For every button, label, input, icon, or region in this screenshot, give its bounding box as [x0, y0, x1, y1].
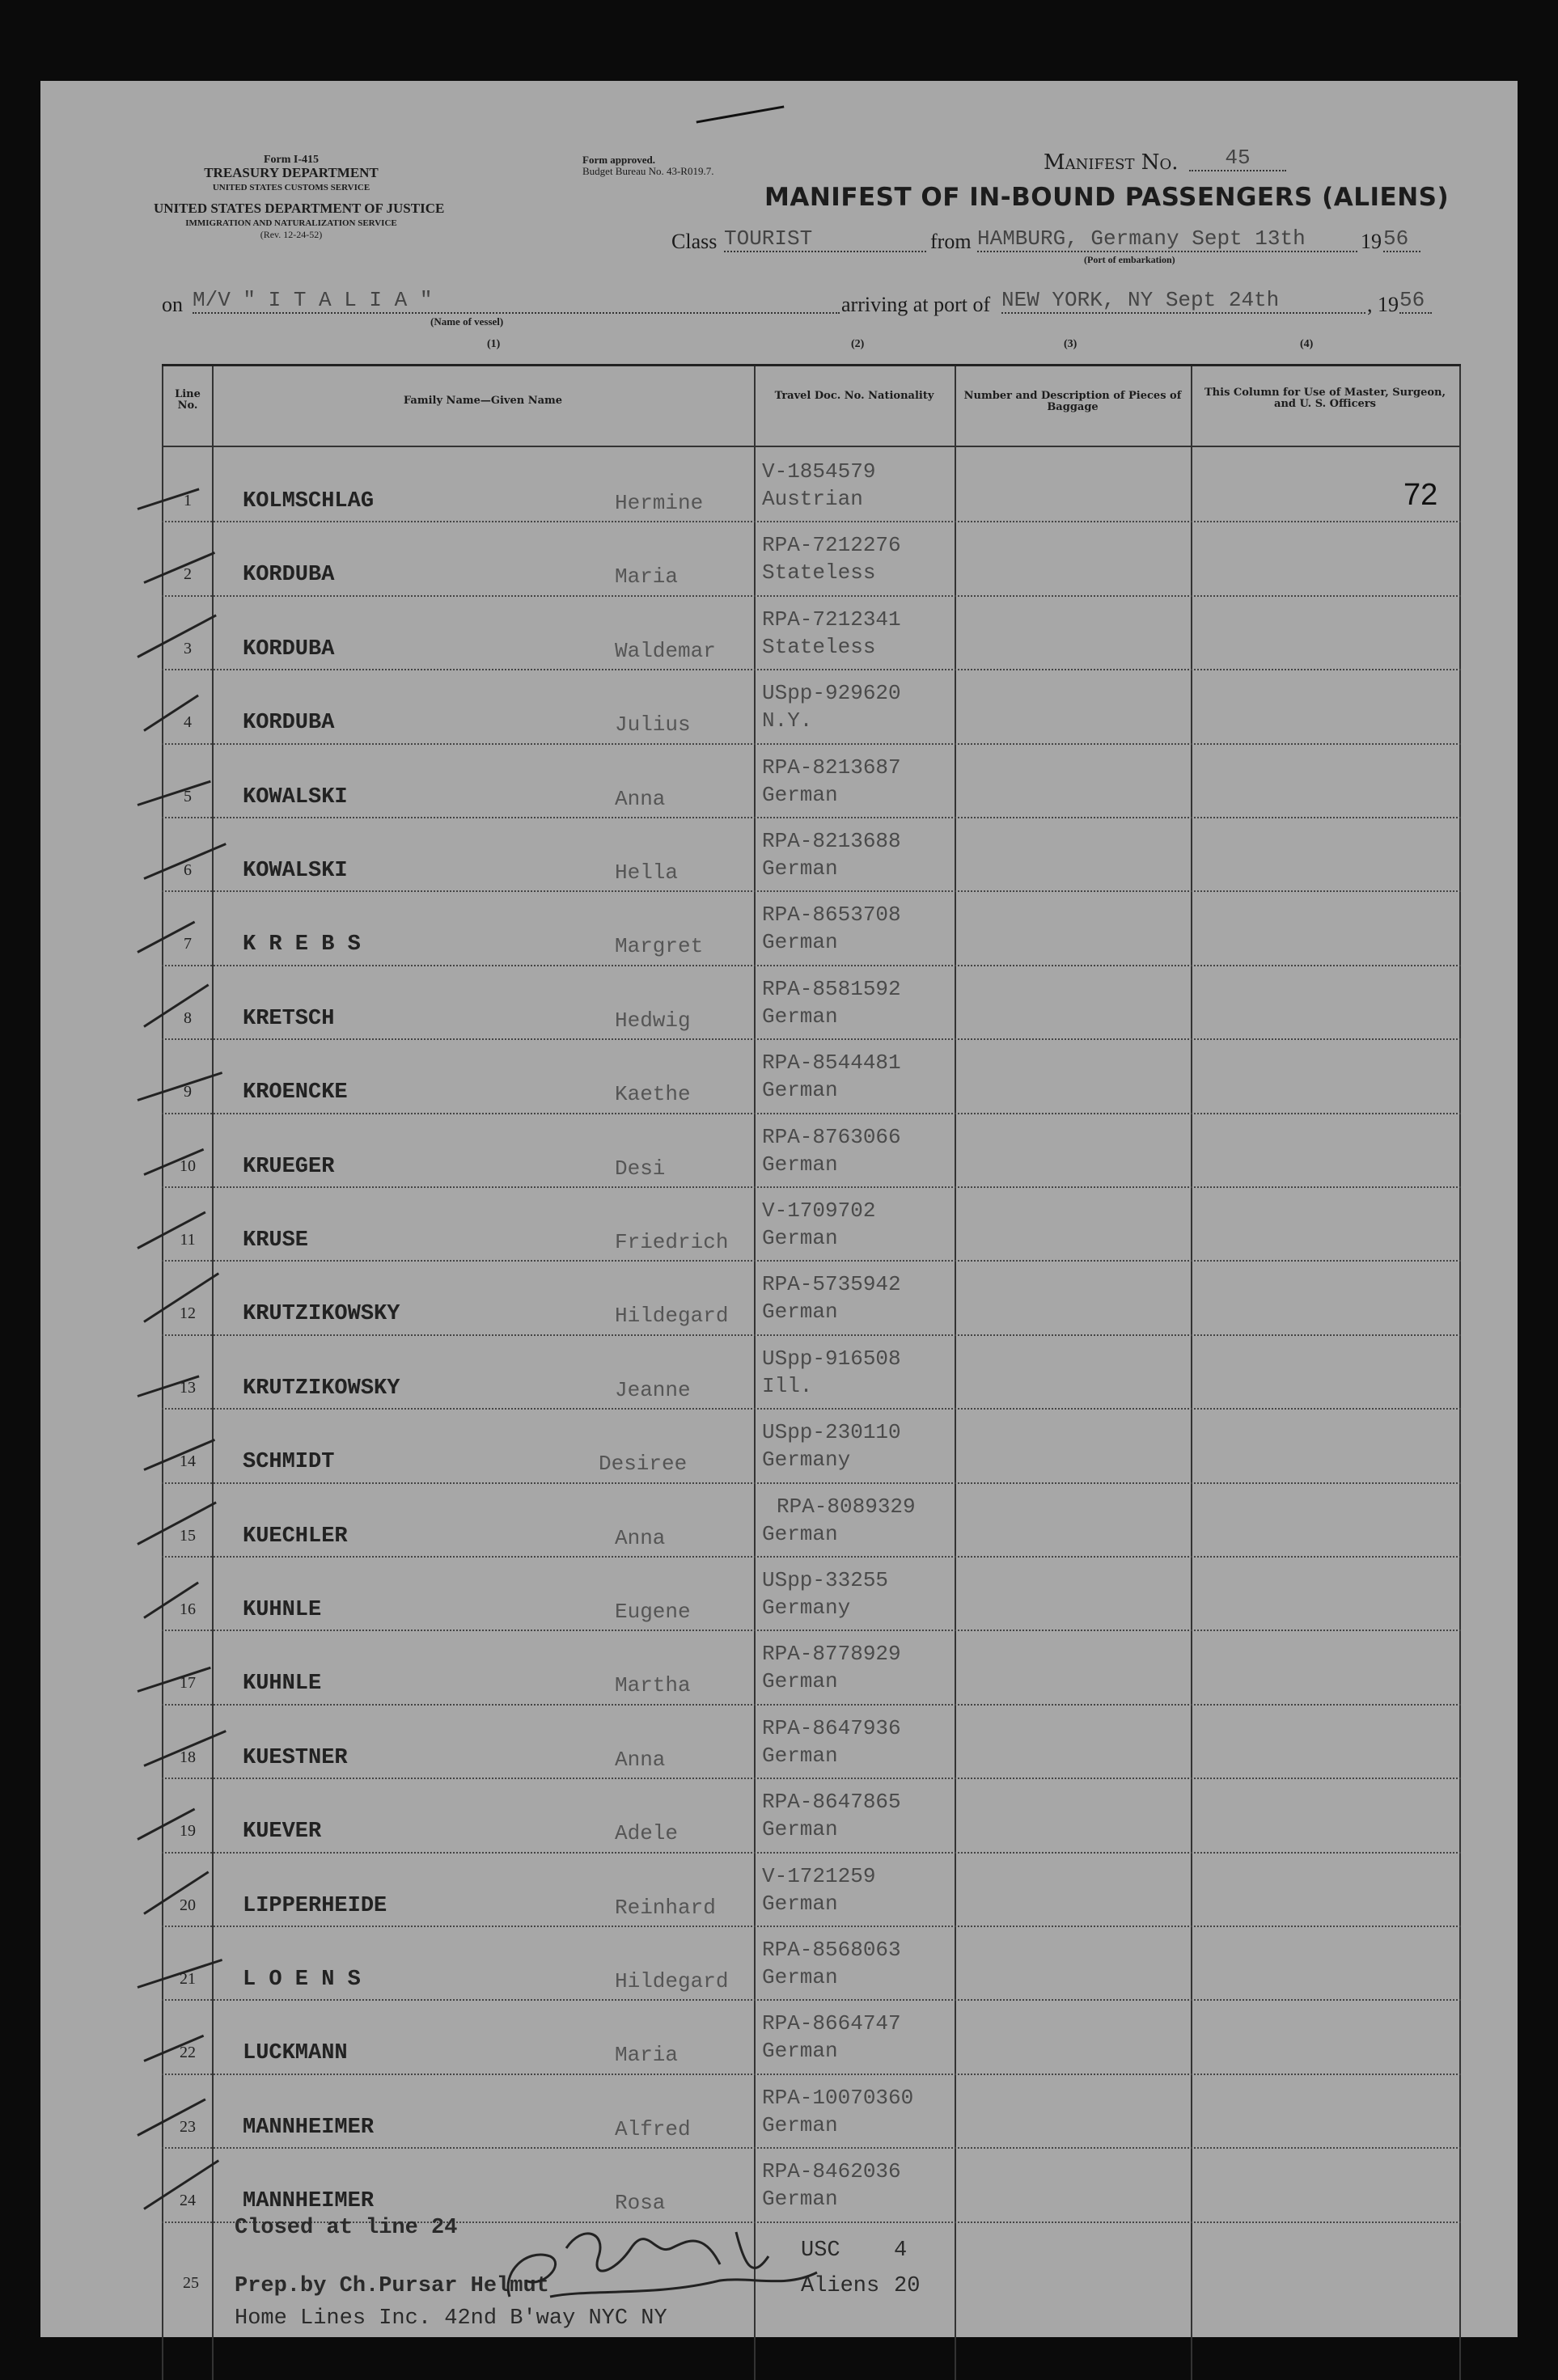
nationality: German [762, 1300, 838, 1325]
nationality: German [762, 1965, 838, 1989]
family-name: KOWALSKI [243, 859, 348, 883]
travel-doc-number: RPA-8653708 [762, 903, 901, 928]
nationality: German [762, 782, 838, 807]
row-divider [162, 1038, 1461, 1040]
given-name: Reinhard [615, 1895, 716, 1920]
pen-mark [696, 105, 785, 123]
row-divider [162, 595, 1461, 597]
given-name: Hermine [615, 491, 704, 515]
given-name: Maria [615, 564, 679, 590]
revision: (Rev. 12-24-52) [260, 229, 323, 240]
given-name: Adele [615, 1821, 679, 1846]
given-name: Rosa [615, 2191, 666, 2216]
row-divider [162, 1482, 1461, 1484]
line-number: 20 [180, 1896, 196, 1914]
travel-doc-number: USpp-929620 [762, 681, 901, 706]
row-divider [162, 965, 1461, 966]
row-divider [162, 1926, 1461, 1927]
family-name: KUESTNER [243, 1745, 348, 1770]
nationality: German [762, 1152, 838, 1177]
family-name: KOLMSCHLAG [243, 489, 375, 514]
family-name: KRUTZIKOWSKY [243, 1376, 400, 1401]
travel-doc-number: USpp-33255 [762, 1568, 889, 1592]
from-label: from [930, 230, 972, 253]
nationality: German [762, 2187, 838, 2212]
row-divider [162, 521, 1461, 522]
travel-doc-number: RPA-7212276 [762, 533, 901, 558]
travel-doc-number: RPA-8647936 [762, 1715, 901, 1740]
given-name: Hedwig [615, 1008, 691, 1033]
line-number: 10 [180, 1156, 196, 1175]
travel-doc-number: RPA-8544481 [762, 1050, 901, 1076]
travel-doc-number: RPA-8462036 [762, 2159, 901, 2184]
nationality: German [762, 1891, 838, 1916]
row-divider [162, 669, 1461, 670]
nationality: Germany [762, 1596, 851, 1620]
line-number: 2 [184, 565, 192, 584]
line-number: 21 [180, 1970, 196, 1988]
nationality: German [762, 1817, 838, 1842]
line-number: 16 [180, 1600, 196, 1618]
ins-service: IMMIGRATION AND NATURALIZATION SERVICE [185, 218, 397, 228]
line-number: 17 [180, 1674, 196, 1693]
port-caption: (Port of embarkation) [1084, 254, 1175, 265]
family-name: KUHNLE [243, 1598, 322, 1622]
family-name: LIPPERHEIDE [243, 1893, 387, 1918]
th-officers: This Column for Use of Master, Surgeon, and U. S. Officers [1204, 387, 1446, 410]
given-name: Desiree [599, 1452, 688, 1477]
nationality: German [762, 1521, 838, 1546]
given-name: Friedrich [615, 1230, 729, 1254]
family-name: KRETSCH [243, 1006, 335, 1031]
arrival-year-suffix: 56 [1399, 288, 1432, 314]
customs-service: UNITED STATES CUSTOMS SERVICE [212, 183, 370, 192]
nationality: Austrian [762, 487, 863, 511]
given-name: Kaethe [615, 1082, 691, 1107]
family-name: KOWALSKI [243, 784, 348, 810]
travel-doc-number: RPA-8213688 [762, 829, 901, 853]
line-number: 1 [184, 492, 192, 509]
on-label: on [162, 293, 183, 316]
family-name: LUCKMANN [243, 2041, 348, 2066]
officer-note: 72 [1403, 478, 1438, 512]
line-number: 8 [184, 1008, 192, 1027]
given-name: Julius [615, 712, 691, 738]
form-number: Form I-415 [263, 154, 320, 166]
page-title: MANIFEST OF IN-BOUND PASSENGERS (ALIENS) [764, 183, 1450, 212]
travel-doc-number: V-1721259 [762, 1863, 876, 1888]
given-name: Alfred [615, 2116, 691, 2141]
col-num-3: (3) [1064, 338, 1077, 350]
travel-doc-number: V-1709702 [762, 1198, 876, 1223]
given-name: Margret [615, 934, 704, 959]
line-number: 23 [180, 2117, 196, 2136]
line-number: 6 [184, 861, 192, 879]
year-suffix: 56 [1383, 226, 1420, 252]
company-line: Home Lines Inc. 42nd B'way NYC NY [235, 2306, 667, 2331]
line-number: 13 [180, 1378, 196, 1397]
treasury-dept: TREASURY DEPARTMENT [204, 165, 379, 180]
travel-doc-number: RPA-8089329 [777, 1494, 916, 1519]
arrival-year-prefix: , 19 [1367, 293, 1399, 316]
nationality: German [762, 1078, 838, 1103]
family-name: KRUSE [243, 1228, 309, 1253]
arrival-value: NEW YORK, NY Sept 24th [1001, 288, 1365, 314]
travel-doc-number: USpp-916508 [762, 1346, 901, 1371]
line-number: 22 [180, 2044, 196, 2062]
usc-count: 4 [894, 2238, 908, 2263]
col-num-4: (4) [1300, 338, 1314, 350]
nationality: Stateless [762, 634, 876, 659]
line-number: 7 [184, 935, 192, 953]
row-divider [162, 1999, 1461, 2001]
row-divider [162, 1778, 1461, 1779]
line-number: 5 [184, 787, 192, 805]
prepared-by: Prep.by Ch.Pursar Helmut [235, 2274, 549, 2298]
travel-doc-number: RPA-10070360 [762, 2085, 914, 2110]
row-divider [162, 1113, 1461, 1114]
line-number: 4 [184, 713, 192, 732]
family-name: MANNHEIMER [243, 2115, 375, 2140]
nationality: German [762, 1669, 838, 1694]
th-baggage: Number and Description of Pieces of Baggage [963, 390, 1182, 413]
nationality: German [762, 1743, 838, 1768]
given-name: Waldemar [615, 638, 716, 663]
manifest-label: Manifest No. [1044, 150, 1179, 175]
given-name: Anna [615, 1747, 666, 1772]
officer-signature [493, 2200, 833, 2313]
line-number: 3 [184, 639, 192, 657]
form-approved: Form approved. [582, 154, 656, 166]
class-label: Class [671, 230, 718, 253]
travel-doc-number: RPA-8763066 [762, 1124, 901, 1149]
justice-dept: UNITED STATES DEPARTMENT OF JUSTICE [154, 201, 445, 216]
row-divider [162, 1852, 1461, 1854]
line-number: 11 [180, 1231, 196, 1249]
vessel-name: M/V " I T A L I A " [193, 288, 840, 314]
nationality: Germany [762, 1448, 851, 1473]
nationality: Stateless [762, 560, 876, 585]
row-divider [162, 1408, 1461, 1410]
family-name: KUHNLE [243, 1672, 322, 1697]
year-prefix: 19 [1361, 230, 1382, 253]
travel-doc-number: RPA-7212341 [762, 607, 901, 632]
line-number: 24 [180, 2192, 196, 2210]
travel-doc-number: RPA-8664747 [762, 2011, 901, 2036]
nationality: N.Y. [762, 708, 813, 733]
nationality: German [762, 2039, 838, 2064]
manifest-number: 45 [1189, 146, 1286, 171]
family-name: SCHMIDT [243, 1450, 335, 1475]
th-line-no: Line No. [175, 388, 201, 412]
th-travel-doc: Travel Doc. No. Nationality [774, 390, 934, 402]
given-name: Jeanne [615, 1377, 691, 1402]
nationality: German [762, 856, 838, 881]
family-name: KUECHLER [243, 1524, 348, 1549]
family-name: KORDUBA [243, 563, 335, 588]
manifest-sheet [40, 81, 1518, 2337]
col-num-2: (2) [851, 338, 865, 350]
row-divider [162, 1260, 1461, 1262]
row-divider [162, 743, 1461, 745]
travel-doc-number: RPA-8581592 [762, 976, 901, 1001]
row-divider [162, 817, 1461, 818]
row-divider [162, 890, 1461, 892]
line-number: 18 [180, 1748, 196, 1766]
family-name: KROENCKE [243, 1080, 348, 1105]
family-name: K R E B S [243, 932, 361, 957]
family-name: KORDUBA [243, 636, 335, 662]
family-name: KUEVER [243, 1820, 322, 1845]
aliens-label: Aliens [801, 2274, 880, 2298]
nationality: German [762, 1226, 838, 1250]
given-name: Hella [615, 860, 679, 885]
given-name: Maria [615, 2043, 679, 2068]
given-name: Anna [615, 786, 666, 811]
closed-note: Closed at line 24 [235, 2216, 458, 2240]
vessel-caption: (Name of vessel) [430, 315, 504, 328]
row-divider [162, 2074, 1461, 2075]
class-value: TOURIST [724, 226, 926, 252]
budget-bureau: Budget Bureau No. 43-R019.7. [582, 165, 714, 177]
line-number-25: 25 [183, 2274, 199, 2292]
passenger-table [162, 364, 1461, 2380]
aliens-count: 20 [894, 2274, 921, 2298]
line-number: 15 [180, 1526, 196, 1545]
col-num-1: (1) [487, 338, 501, 350]
nationality: German [762, 2112, 838, 2137]
travel-doc-number: RPA-8647865 [762, 1790, 901, 1815]
row-divider [162, 1630, 1461, 1631]
family-name: KORDUBA [243, 711, 335, 736]
row-divider [162, 2147, 1461, 2149]
from-value: HAMBURG, Germany Sept 13th [977, 226, 1357, 252]
family-name: KRUEGER [243, 1154, 335, 1179]
travel-doc-number: RPA-8778929 [762, 1642, 901, 1667]
th-name: Family Name—Given Name [403, 395, 563, 407]
family-name: MANNHEIMER [243, 2189, 375, 2214]
row-divider [162, 1186, 1461, 1188]
line-number: 12 [180, 1304, 196, 1323]
nationality: Ill. [762, 1373, 813, 1398]
row-divider [162, 1556, 1461, 1558]
given-name: Anna [615, 1525, 666, 1550]
travel-doc-number: RPA-5735942 [762, 1272, 901, 1297]
travel-doc-number: RPA-8213687 [762, 755, 901, 780]
given-name: Hildegard [615, 1969, 729, 1993]
line-number: 14 [180, 1452, 196, 1471]
family-name: KRUTZIKOWSKY [243, 1302, 400, 1327]
given-name: Eugene [615, 1600, 691, 1624]
row-divider [162, 1334, 1461, 1336]
nationality: German [762, 930, 838, 955]
travel-doc-number: USpp-230110 [762, 1420, 901, 1445]
given-name: Martha [615, 1673, 691, 1698]
given-name: Hildegard [615, 1304, 729, 1329]
usc-label: USC [801, 2238, 840, 2263]
travel-doc-number: RPA-8568063 [762, 1938, 901, 1962]
travel-doc-number: V-1854579 [762, 459, 876, 484]
line-number: 9 [184, 1083, 192, 1101]
line-number: 19 [180, 1822, 196, 1841]
family-name: L O E N S [243, 1968, 361, 1992]
nationality: German [762, 1004, 838, 1029]
arriving-label: arriving at port of [841, 293, 991, 316]
row-divider [162, 1704, 1461, 1706]
given-name: Desi [615, 1156, 666, 1181]
